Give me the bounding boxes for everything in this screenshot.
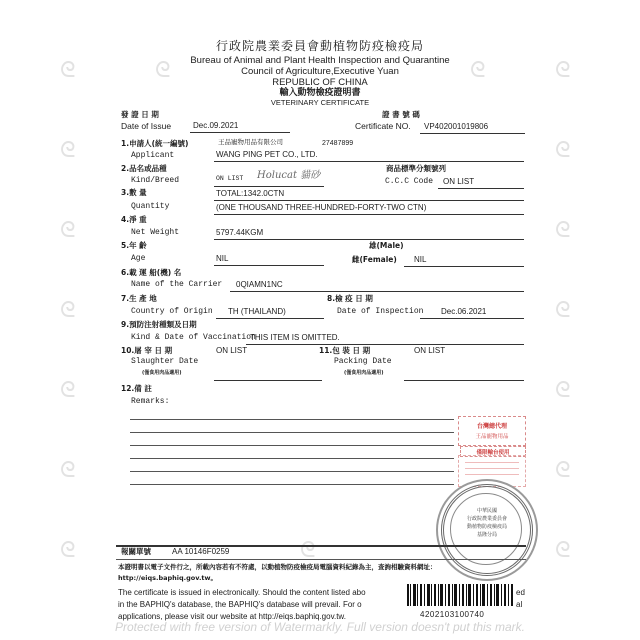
remarks-label-zh: 12.備 註 [121,384,152,393]
cert-no-label-zh: 證 書 號 碼 [382,110,420,119]
footer-note-en-3: applications, please visit our website at http://eiqs.baphiq.gov.tw. [118,612,346,621]
origin-label-zh: 7.生 產 地 [121,294,157,303]
origin-label-en: Country of Origin [131,307,213,316]
barcode [404,582,516,608]
carrier-label-en: Name of the Carrier [131,280,223,289]
seal-line-3: 動植物防疫檢疫局 [466,524,507,530]
seal-line-2: 行政院農業委員會 [466,516,507,522]
seal-line-1: 中華民國 [476,508,497,514]
carrier-label-zh: 6.載 運 船(機) 名 [121,268,182,277]
slaughter-note: (僅食用肉品適用) [142,370,182,376]
ccc-value: ON LIST [443,177,475,186]
inspection-value: Dec.06.2021 [441,307,487,316]
certificate-title-zh: 輸入動物檢疫證明書 [279,88,361,98]
watermark: Protected with free version of Watermarkly. Full version doesn't put this mark. [114,620,525,634]
carrier-value: 0QIAMN1NC [236,280,283,289]
agency-name-en-1: Bureau of Animal and Plant Health Inspection and Quarantine [190,55,450,66]
weight-value: 5797.44KGM [216,228,264,237]
packing-value: ON LIST [414,346,446,355]
female-label: 雌(Female) [352,255,397,264]
ccc-label-zh: 商品標準分類號列 [386,164,446,173]
quantity-value-2: (ONE THOUSAND THREE-HUNDRED-FORTY-TWO CTN) [216,203,427,212]
kind-handwritten: Holucat 貓砂 [257,170,321,181]
footer-note-en-1b: ed [516,588,525,597]
seal-line-4: 基隆分局 [476,532,497,538]
male-label: 雄(Male) [369,241,404,250]
applicant-label-zh: 1.申請人(統一編號) [121,139,189,148]
age-value: NIL [216,254,229,263]
footer-note-en-2b: al [516,600,523,609]
kind-value: ON LIST [216,175,244,182]
veterinary-certificate: ᘓ ᘓ ᘓ ᘓ ᘓ ᘓ ᘓ ᘓ ᘓ ᘓ ᘓ ᘓ ᘓ ᘓ ᘓ ᘓ ᘓ 行政院農業委員會動植物防疫檢疫局 Bureau of Animal and Plant Health Inspection and Quarantine Council of Agriculture,Executive Yuan REPUBLIC OF CHINA 輸入動物檢疫證明書 VETERINARY CERTIFICATE 發 證 日 期 Date of Issue Dec.09.2021 證 書 號 碼 Certificate NO. VP402001019806 1.申請人(統一編號) Applicant 王品寵物用品有限公司 27487899 WANG PING PET CO., LTD. 2.品名或品種 Kind/Breed ON LIST Holucat 貓砂 商品標準分類號列 C.C.C Code ON LIST 3.數 量 Quantity TOTAL:1342.0CTN (ONE THOUSAND THREE-HUNDRED-FORTY-TWO CTN) 4.淨 重 Net Weight 5797.44KGM 5.年 齡 Age NIL 雄(Male) 雌(Female) NIL 6.載 運 船(機) 名 Name of the Carrier 0QIAMN1NC 7.生 產 地 Country of Origin TH (THAILAND) 8.檢 疫 日 期 Date of Inspection Dec.06.2021 9.預防注射種類及日期 Kind & Date of Vaccination THIS ITEM IS OMITTED. 10.屠 宰 日 期 Slaughter Date (僅食用肉品適用) ON LIST 11.包 裝 日 期 Packing Date (僅食用肉品適用) ON LIST 12.備 註 Remarks: 台灣總代理 王品寵物用品 僅限輸台使用 中華民國 行政院農業委員會 動植物防疫檢疫局 基隆分局 報關單號 AA 10146F0259 本證明書以電子文件行之，所載內容若有不符處，以動植物防疫檢疫局電腦資料紀錄為主，查詢相驗資料網址：http://eiqs.baphiq.gov.tw。 The certificate is issued in electronically. Should the content listed abo ed in the BAPHIQ's database, the BAPHIQ's database will prevail. For o al applications, please visit our website at http://eiqs.baphiq.gov.tw. 4202103100740 Protected with free version of Watermarkly. Full version doesn't put this mark. [0,0,640,640]
country-name: REPUBLIC OF CHINA [272,77,368,88]
packing-label-zh: 11.包 裝 日 期 [319,346,371,355]
applicant-label-en: Applicant [131,151,175,160]
kind-label-en: Kind/Breed [131,176,180,185]
age-label-zh: 5.年 齡 [121,241,147,250]
footer-note-zh: 本證明書以電子文件行之，所載內容若有不符處，以動植物防疫檢疫局電腦資料紀錄為主，查詢相驗資料網址：http://eiqs.baphiq.gov.tw。 [118,563,437,582]
footer-note-en-2: in the BAPHIQ's database, the BAPHIQ's database will prevail. For o [118,600,362,609]
weight-label-en: Net Weight [131,228,180,237]
company-stamp [458,416,526,446]
slaughter-value: ON LIST [216,346,248,355]
kind-label-zh: 2.品名或品種 [121,164,167,173]
cert-no-value: VP402001019806 [424,122,489,131]
origin-value: TH (THAILAND) [228,307,286,316]
import-use-stamp-text: 僅限輸台使用 [476,450,510,456]
report-value: AA 10146F0259 [172,547,230,556]
company-stamp-line-1: 台灣總代理 [476,423,507,430]
inspection-label-zh: 8.檢 疫 日 期 [327,294,373,303]
quantity-value-1: TOTAL:1342.0CTN [216,189,285,198]
ccc-label-en: C.C.C Code [385,177,434,186]
agency-name-zh: 行政院農業委員會動植物防疫檢疫局 [215,39,424,53]
slaughter-label-en: Slaughter Date [131,357,199,366]
faded-stamp-block [458,455,526,487]
issue-date-label-en: Date of Issue [121,121,172,131]
barcode-number: 4202103100740 [420,610,485,619]
applicant-name-zh: 王品寵物用品有限公司 [218,139,283,146]
packing-label-en: Packing Date [334,357,392,366]
applicant-value: WANG PING PET CO., LTD. [216,150,318,159]
vaccination-value: THIS ITEM IS OMITTED. [250,333,340,342]
weight-label-zh: 4.淨 重 [121,215,147,224]
report-label: 報關單號 [121,547,151,556]
issue-date-label-zh: 發 證 日 期 [121,110,159,119]
certificate-title-en: VETERINARY CERTIFICATE [270,98,370,107]
quantity-label-en: Quantity [131,202,170,211]
age-label-en: Age [131,254,146,263]
company-stamp-line-2: 王品寵物用品 [475,434,509,440]
issue-date-value: Dec.09.2021 [193,121,239,130]
agency-name-en-2: Council of Agriculture,Executive Yuan [241,66,399,77]
cert-no-label-en: Certificate NO. [355,121,411,131]
inspection-label-en: Date of Inspection [337,307,424,316]
vaccination-label-zh: 9.預防注射種類及日期 [121,320,197,329]
packing-note: (僅食用肉品適用) [344,370,384,376]
vaccination-label-en: Kind & Date of Vaccination [131,333,256,342]
female-value: NIL [414,255,427,264]
applicant-id: 27487899 [322,140,354,147]
remarks-label-en: Remarks: [131,397,170,406]
footer-note-en-1: The certificate is issued in electronically. Should the content listed abo [118,588,366,597]
quantity-label-zh: 3.數 量 [121,188,147,197]
slaughter-label-zh: 10.屠 宰 日 期 [121,346,173,355]
